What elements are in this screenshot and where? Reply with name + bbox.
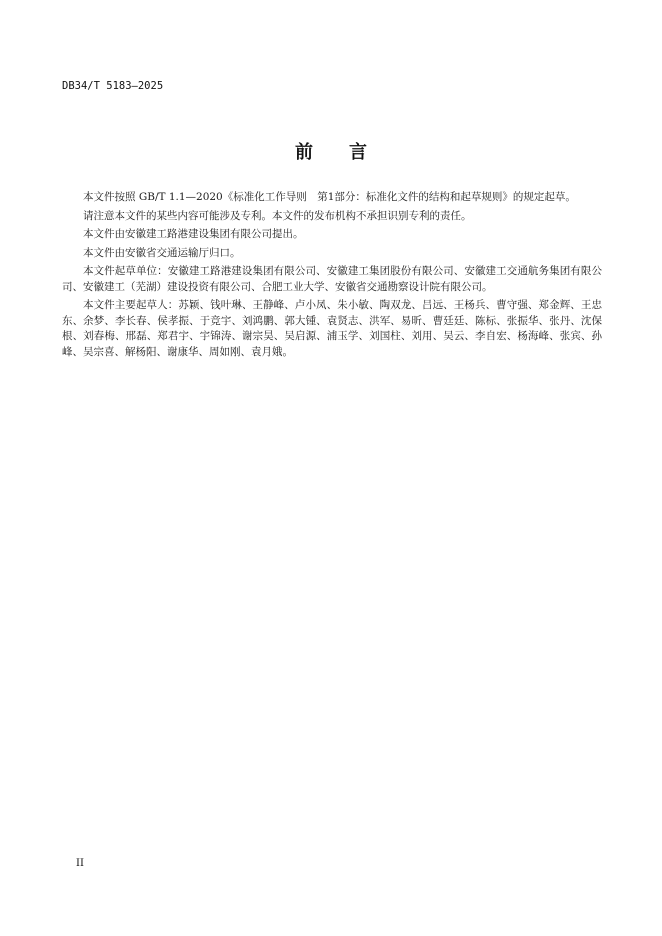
- paragraph-drafting-rules: 本文件按照 GB/T 1.1—2020《标准化工作导则 第1部分：标准化文件的结构和起草规则》的规定起草。: [83, 191, 576, 203]
- document-body: [62, 190, 602, 363]
- page-title: 前 言: [295, 142, 367, 163]
- paragraph-patent-notice: 请注意本文件的某些内容可能涉及专利。本文件的发布机构不承担识别专利的责任。: [83, 209, 472, 222]
- paragraph-administrator: 本文件由安徽省交通运输厅归口。: [83, 246, 241, 259]
- paragraph-proposer: 本文件由安徽建工路港建设集团有限公司提出。: [83, 228, 304, 240]
- paragraph-drafters: 本文件主要起草人：苏颖、钱叶琳、王静峰、卢小凤、朱小敏、陶双龙、吕远、王杨兵、曹守强、郑金辉、王忠东、余梦、李长春、侯孝振、于竞宇、刘鸿鹏、郭大锺、袁贤志、洪军、易昕、曹廷廷、陈标、张振华、张丹、沈保根、刘春梅、邢磊、郑君宇、宇锦涛、谢宗昊、吴启源、浦玉学、刘国柱、刘用、吴云、李自宏、杨海峰、张宾、孙峰、吴宗喜、解杨阳、谢康华、周如刚、袁月娥。: [62, 299, 602, 358]
- standard-code: DB34/T 5183—2025: [62, 80, 164, 92]
- paragraph-drafting-units: 本文件起草单位：安徽建工路港建设集团有限公司、安徽建工集团股份有限公司、安徽建工交通航务集团有限公司、安徽建工（芜湖）建设投资有限公司、合肥工业大学、安徽省交通勘察设计院有限公司。: [62, 265, 602, 293]
- page-number: II: [76, 858, 84, 869]
